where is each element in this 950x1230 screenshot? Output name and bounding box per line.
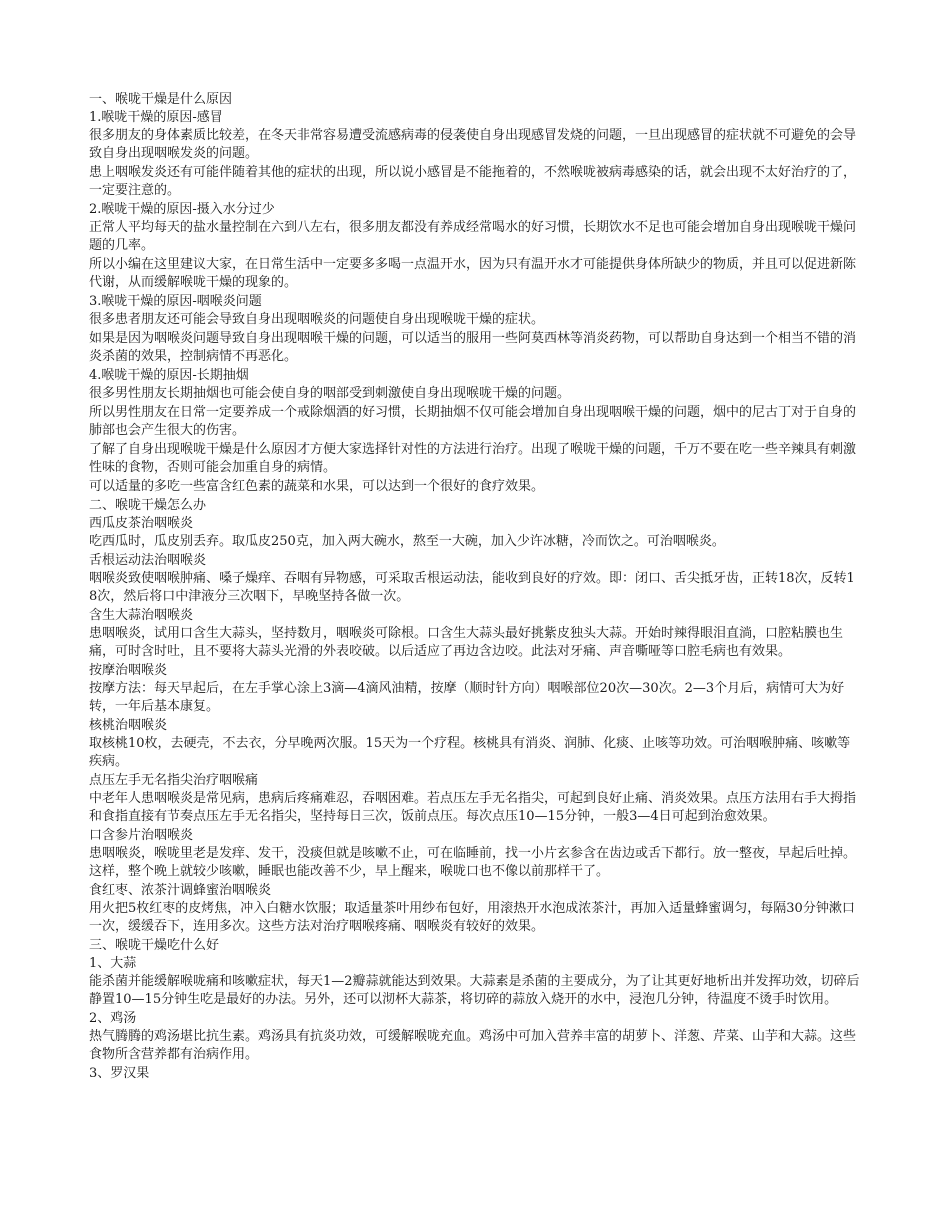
section-heading: 核桃治咽喉炎 — [89, 718, 168, 733]
paragraph: 很多朋友的身体素质比较差，在冬天非常容易遭受流感病毒的侵袭使自身出现感冒发烧的问题，一旦出现感冒的症状就不可避免的会导致自身出现咽喉发炎的问题。 — [89, 128, 857, 161]
section-heading: 2、鸡汤 — [89, 1011, 137, 1026]
paragraph: 用火把5枚红枣的皮烤焦，冲入白糖水饮服；取适量茶叶用纱布包好，用滚热开水泡成浓茶汁，再加入适量蜂蜜调匀，每隔30分钟漱口一次，缓缓吞下，连用多次。这些方法对治疗咽喉疼痛、咽喉炎有较好的效果。 — [89, 901, 855, 934]
section-heading: 1、大蒜 — [89, 956, 137, 971]
section-heading: 点压左手无名指尖治疗咽喉痛 — [89, 773, 259, 788]
paragraph: 很多男性朋友长期抽烟也可能会使自身的咽部受到刺激使自身出现喉咙干燥的问题。 — [89, 386, 571, 401]
section-heading: 2.喉咙干燥的原因-摄入水分过少 — [89, 202, 275, 217]
paragraph: 热气腾腾的鸡汤堪比抗生素。鸡汤具有抗炎功效，可缓解喉咙充血。鸡汤中可加入营养丰富的胡萝卜、洋葱、芹菜、山芋和大蒜。这些食物所含营养都有治病作用。 — [89, 1029, 857, 1062]
paragraph: 正常人平均每天的盐水量控制在六到八左右，很多朋友都没有养成经常喝水的好习惯，长期饮水不足也可能会增加自身出现喉咙干燥问题的几率。 — [89, 220, 857, 253]
paragraph: 患咽喉炎，试用口含生大蒜头，坚持数月，咽喉炎可除根。口含生大蒜头最好挑紫皮独头大蒜。开始时辣得眼泪直淌，口腔粘膜也生痛，可时含时吐，且不要将大蒜头光滑的外表咬破。以后适应了再边含边咬。此法对牙痛、声音嘶哑等口腔毛病也有效果。 — [89, 626, 844, 659]
section-heading: 口含参片治咽喉炎 — [89, 828, 194, 843]
paragraph: 可以适量的多吃一些富含红色素的蔬菜和水果，可以达到一个很好的食疗效果。 — [89, 479, 545, 494]
section-heading: 舌根运动法治咽喉炎 — [89, 553, 207, 568]
paragraph: 所以男性朋友在日常一定要养成一个戒除烟酒的好习惯，长期抽烟不仅可能会增加自身出现咽喉干燥的问题，烟中的尼古丁对于自身的肺部也会产生很大的伤害。 — [89, 405, 857, 438]
paragraph: 患咽喉炎，喉咙里老是发痒、发干，没痰但就是咳嗽不止，可在临睡前，找一小片玄参含在齿边或舌下都行。放一整夜，早起后吐掉。这样，整个晚上就较少咳嗽，睡眠也能改善不少，早上醒来，喉咙口也不像以前那样干了。 — [89, 846, 857, 879]
paragraph: 取核桃10枚，去硬壳，不去衣，分早晚两次服。15天为一个疗程。核桃具有消炎、润肺、化痰、止咳等功效。可治咽喉肿痛、咳嗽等疾病。 — [89, 736, 851, 769]
section-heading: 含生大蒜治咽喉炎 — [89, 608, 194, 623]
paragraph: 吃西瓜时，瓜皮别丢弃。取瓜皮250克，加入两大碗水，熬至一大碗，加入少许冰糖，冷而饮之。可治咽喉炎。 — [89, 534, 725, 549]
section-heading: 食红枣、浓茶汁调蜂蜜治咽喉炎 — [89, 883, 272, 898]
section-heading: 3、罗汉果 — [89, 1066, 150, 1081]
section-heading: 3.喉咙干燥的原因-咽喉炎问题 — [89, 294, 262, 309]
paragraph: 如果是因为咽喉炎问题导致自身出现咽喉干燥的问题，可以适当的服用一些阿莫西林等消炎药物，可以帮助自身达到一个相当不错的消炎杀菌的效果，控制病情不再恶化。 — [89, 331, 857, 364]
section-heading: 西瓜皮茶治咽喉炎 — [89, 516, 194, 531]
document-body — [89, 91, 861, 1083]
paragraph: 按摩方法：每天早起后，在左手掌心涂上3滴—4滴风油精，按摩（顺时针方向）咽喉部位20次—30次。2—3个月后，病情可大为好转，一年后基本康复。 — [89, 681, 845, 714]
section-heading: 按摩治咽喉炎 — [89, 663, 168, 678]
paragraph: 能杀菌并能缓解喉咙痛和咳嗽症状，每天1—2瓣蒜就能达到效果。大蒜素是杀菌的主要成分，为了让其更好地析出并发挥功效，切碎后静置10—15分钟生吃是最好的办法。另外，还可以沏杯大蒜茶，将切碎的蒜放入烧开的水中，浸泡几分钟，待温度不烫手时饮用。 — [89, 974, 860, 1007]
paragraph: 了解了自身出现喉咙干燥是什么原因才方便大家选择针对性的方法进行治疗。出现了喉咙干燥的问题，千万不要在吃一些辛辣具有刺激性味的食物，否则可能会加重自身的病情。 — [89, 442, 857, 475]
paragraph: 所以小编在这里建议大家，在日常生活中一定要多多喝一点温开水，因为只有温开水才可能提供身体所缺少的物质，并且可以促进新陈代谢，从而缓解喉咙干燥的现象的。 — [89, 257, 857, 290]
paragraph: 咽喉炎致使咽喉肿痛、嗓子燥痒、吞咽有异物感，可采取舌根运动法，能收到良好的疗效。即：闭口、舌尖抵牙齿，正转18次，反转18次，然后将口中津液分三次咽下，早晚坚持各做一次。 — [89, 571, 855, 604]
section-heading: 二、喉咙干燥怎么办 — [89, 498, 207, 513]
section-heading: 一、喉咙干燥是什么原因 — [89, 92, 233, 107]
section-heading: 4.喉咙干燥的原因-长期抽烟 — [89, 368, 249, 383]
section-heading: 1.喉咙干燥的原因-感冒 — [89, 110, 223, 125]
section-heading: 三、喉咙干燥吃什么好 — [89, 938, 220, 953]
paragraph: 患上咽喉发炎还有可能伴随着其他的症状的出现，所以说小感冒是不能拖着的，不然喉咙被病毒感染的话，就会出现不太好治疗的了，一定要注意的。 — [89, 165, 857, 198]
paragraph: 很多患者朋友还可能会导致自身出现咽喉炎的问题使自身出现喉咙干燥的症状。 — [89, 312, 545, 327]
paragraph: 中老年人患咽喉炎是常见病，患病后疼痛难忍，吞咽困难。若点压左手无名指尖，可起到良好止痛、消炎效果。点压方法用右手大拇指和食指直接有节奏点压左手无名指尖，坚持每日三次，饭前点压。每次点压10—15分钟，一般3—4日可起到治愈效果。 — [89, 791, 857, 824]
